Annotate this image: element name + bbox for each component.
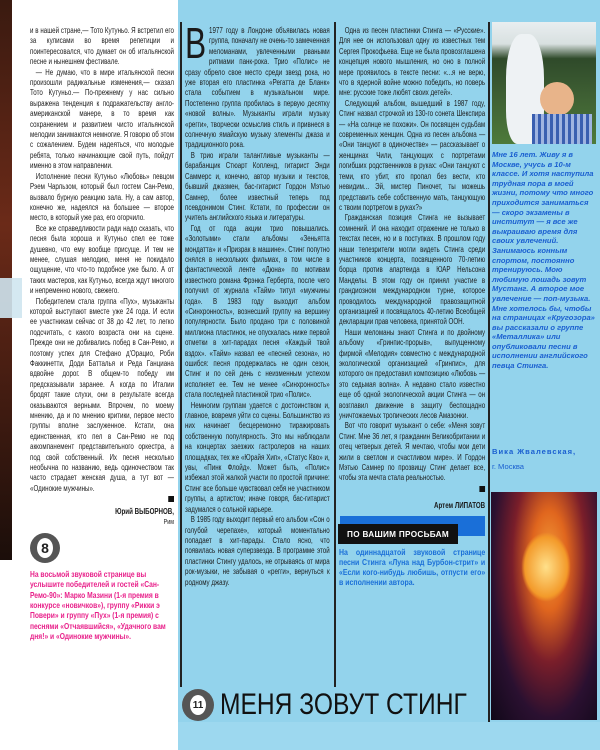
article-title-bar (178, 688, 488, 722)
article-column-2 (339, 25, 485, 510)
reader-name: Вика Жвалевская, (492, 447, 577, 456)
sound-page-disc-icon (182, 689, 214, 721)
end-mark (168, 496, 174, 502)
request-heading: ПО ВАШИМ ПРОСЬБАМ (338, 524, 458, 544)
author: Юрий ВЫБОРНОВ, (115, 506, 174, 517)
paragraph: Победителем стала группа «Пух», музыканты которой выступают вместе уже 24 года. И если ее участникам сейчас от 38 до 42 лет, то легко подсчитать, с какого возраста они на сцене. Прежде они не добивались побед в Сан-Ремо, и поэтому успех для Стефано д'Орацио, Роби Факкинетти, Доди Батталья и Реда Ганциана вдвойне дорог. В общем-то победу им предсказывали заранее. А когда по Италии бродят такие слухи, они в результате всегда оказываются верными. Впрочем, по моему мнению, да и по мнению критики, первое место группы вполне заслуженное. Кстати, она единственная, кто пел в Сан-Ремо не под аккомпанемент представительного оркестра, а под свой собственный. Их песня несколько необычна по названию, ведь одиночеством так часто страдает женская душа, а тут вот — «Одинокие мужчины». (30, 295, 174, 493)
paragraph: Вот что говорит музыкант о себе: «Меня зовут Стинг. Мне 36 лет, я гражданин Великобритании и отец четверых детей. Я мечтаю, чтобы мои дети жили в светлом и счастливом мире». И Гордон Мэтью Самнер по прозвищу Стинг делает все, чтобы эта мечта стала реальностью. (339, 420, 486, 483)
drop-cap: В (185, 19, 207, 68)
paragraph: и в нашей стране,— Тото Кутуньо. Я встретил его за кулисами во время репетиции и поинтересовался, что думает он об итальянской песне и нынешнем фестивале. (30, 25, 174, 67)
end-mark (479, 486, 485, 492)
reader-letter: Мне 16 лет. Живу я в Москве, учусь в 10-м классе. И хотя наступила трудная пора в моей жизни, потому что много приходится заниматься — скоро экзамены в институт — я все же выкраиваю время для своих увлечений. Занимаюсь конным спортом, постоянно тренируюсь. Мою любимую лошадь зовут Мустанг. А второе мое увлечение — поп-музыка. Мне хотелось бы, чтобы на страницах «Кругозора» вы рассказали о группе «Металлика» или опубликовали песни в исполнении английского певца Стинга. (492, 150, 595, 371)
paragraph: 1977 году в Лондоне объявилась новая группа, поначалу не очень-то замеченная меломанами, увлеченными рваными ритмами панк-рока. Трио «Полис» не сразу обрело свое место среди звезд рока, но уже вторая его пластинка «Регатта де Бланк» стала событием в музыкальном мире. Постепенно группа пробилась в первую десятку «новой волны». Музыканты играли музыку «регги», творчески осмыслив стиль и привнеся в солнечную ямайскую музыку элементы джаза и традиционного рока. (185, 25, 330, 150)
paragraph: Гражданская позиция Стинга не вызывает сомнений. И она находит отражение не только в текстах песен, но и в поступках. В прошлом году наши телезрители могли видеть Стинга среди участников концерта, посвященного 70-летию борца против апартеида в ЮАР Нельсона Манделы. В этом году он принял участие в грандиозном международном турне, которое проводилось международной правозащитной организацией и посвящалось 40-летию Всеобщей декларации прав человека, принятой ООН. (339, 212, 486, 327)
column-rule (488, 22, 490, 722)
paragraph: Наши меломаны знают Стинга и по двойному альбому «Гринпис-прорыв», выпущенному фирмой «Мелодия» совместно с международной экологической организацией «Гринпис», для которого он предоставил композицию «Любовь — это седьмая волна». А недавно стало известно еще об одной экологической акции Стинга — он возглавил движение в защиту беспощадно уничтожаемых тропических лесов Амазонки. (339, 326, 486, 421)
sound-page-disc-icon (30, 533, 60, 563)
paragraph: Исполнение песни Кутуньо «Любовь» певцом Рэем Чарльзом, который был гостем Сан-Ремо, вызвало бурную реакцию зала. Ну, а сам автор, конечно же, надеялся на большее — второе место, в который уже раз, его огорчило. (30, 170, 174, 223)
paragraph: Одна из песен пластинки Стинга — «Русские». Для нее он использовал одну из известных тем Сергея Прокофьева. Еще не была провозглашена концепция нового мышления, но оно в полной мере проявилось в тексте песни: «...я не верю, что в ядерной войне можно победить, но поверь мне: русские тоже любят своих детей». (339, 25, 486, 98)
paragraph: Следующий альбом, вышедший в 1987 году, Стинг назвал строчкой из 130-го сонета Шекспира — «На солнце не похожи». Он посвящен судьбам современных женщин. Одна из песен альбома — «Они танцуют в одиночестве» — рассказывает о женщинах Чили, танцующих с портретами погибших родственников в руках: «Они танцуют с теми, кто убит, кто пропал без вести, кто невидим... Эй, мистер Пиночет, ты можешь представить себе собственную мать, танцующую с твоим портретом в руках?» (339, 97, 486, 212)
paragraph: В 1985 году выходит первый его альбом «Сон о голубой черепахе», который моментально попадает в хит-парады. Стало ясно, что появилась новая суперзвезда. В программе этой пластинки Стингу удалось, не отрываясь от мира рок-музыки, не забывая о «регги», вернуться к родному джазу. (185, 514, 330, 587)
disc-number: 11 (190, 695, 206, 715)
author-place: Рим (163, 516, 174, 526)
sound-page-note: На восьмой звуковой странице вы услышите победителей и гостей «Сан-Ремо-90»: Марко Мазини (1-я премия в конкурсе «новичков»), группу «Рикки э Повери» и группу «Пух» (1-я премия) с песнями «Отчаявшийся», «Удачного вам дня!» и «Одинокие мужчины». (30, 569, 166, 641)
paragraph: В трио играли талантливые музыканты — барабанщик Стюарт Копленд, гитарист Энди Саммерс и, конечно, автор музыки и текстов, бывший джазмен, бас-гитарист Гордон Мэтью Самнер, более известный теперь под псевдонимом Стинг. Кстати, по профессии он учитель английского языка и литературы. (185, 149, 330, 223)
article-author: Артем ЛИПАТОВ (433, 499, 486, 510)
disc-number: 8 (37, 538, 53, 558)
left-column-text (30, 25, 174, 527)
article-column-1 (185, 19, 330, 587)
reader-city: г. Москва (492, 462, 524, 471)
paragraph: Немногим группам удается с достоинством и, главное, вовремя уйти со сцены. Большинство из них начинает бесцеремонно тиражировать собственную популярность. Это мы наблюдали на концертах заезжих гастролеров на наших площадках, тех же «Юрайя Хип», «Статус Кво» и, увы, «Пинк Флойд». Может быть, «Полис» избежал этой жалкой участи по простой причине: Стинг все больше чувствовал себя не участником группы, а артистом; иначе говоря, бас-гитарист задумался о сольной карьере. (185, 399, 330, 514)
request-text: На одиннадцатой звуковой странице песни Стинга «Луна над Бурбон-стрит» и «Если кого-нибудь любишь, отпусти его» в исполнении автора. (339, 548, 486, 588)
reader-signature (492, 447, 596, 471)
paragraph: Год от года акции трио повышались. «Золотыми» стали альбомы «Зеньятта мондатта» и «Призрак в машине». Стинг попутно снялся в нескольких фильмах, в том числе в фантастической ленте «Дюна» по мотивам известного романа Фрэнка Герберта, после чего получил от журнала «Тайм» титул «мужчины года». В 1983 году выходит альбом «Синхронность», вознесший группу на вершину популярности. Было продано три с половиной миллиона пластинок, не опускалась ниже первой отметки в хит-парадах песня «Каждый твой вздох». «Тайм» назвал ее «песней сезона», но ошибся: песня продержалась не один сезон, Стинг и по сей день с неизменным успехом исполняет ее. Тем не менее «Синхронность» стала последней пластинкой трио «Полис». (185, 222, 330, 400)
bottom-strip (178, 722, 600, 750)
article-title: МЕНЯ ЗОВУТ СТИНГ (220, 688, 467, 721)
column-rule (180, 22, 182, 687)
column-rule (334, 22, 336, 687)
paragraph: Все же справедливости ради надо сказать, что песня была хороша и Кутуньо спел ее тоже душевно, что ему вообще присуще. И тем не менее, слушая мелодию, меня не покидало ощущение, что что-то подобное уже было. А от таких мастеров, как Кутуньо, всегда ждут многого и непременно нового, свежего. (30, 222, 174, 296)
paragraph: — Не думаю, что в мире итальянской песни произошли радикальные изменения,— сказал Тото Кутуньо.— По-прежнему у нас сильно выражена тенденция к подражательству англо-американской манере, в то время как сохранением и развитием чисто итальянской мелодии занимаются немногие. Я говорю об этом с сожалением. Будем надеяться, что молодые ребята, только начинающие свой путь, пойдут именно в этом направлении. (30, 66, 174, 171)
ticket-photo-fragment (0, 278, 22, 318)
photo-girl-with-horse (492, 22, 596, 144)
photo-sting-concert (491, 492, 597, 720)
